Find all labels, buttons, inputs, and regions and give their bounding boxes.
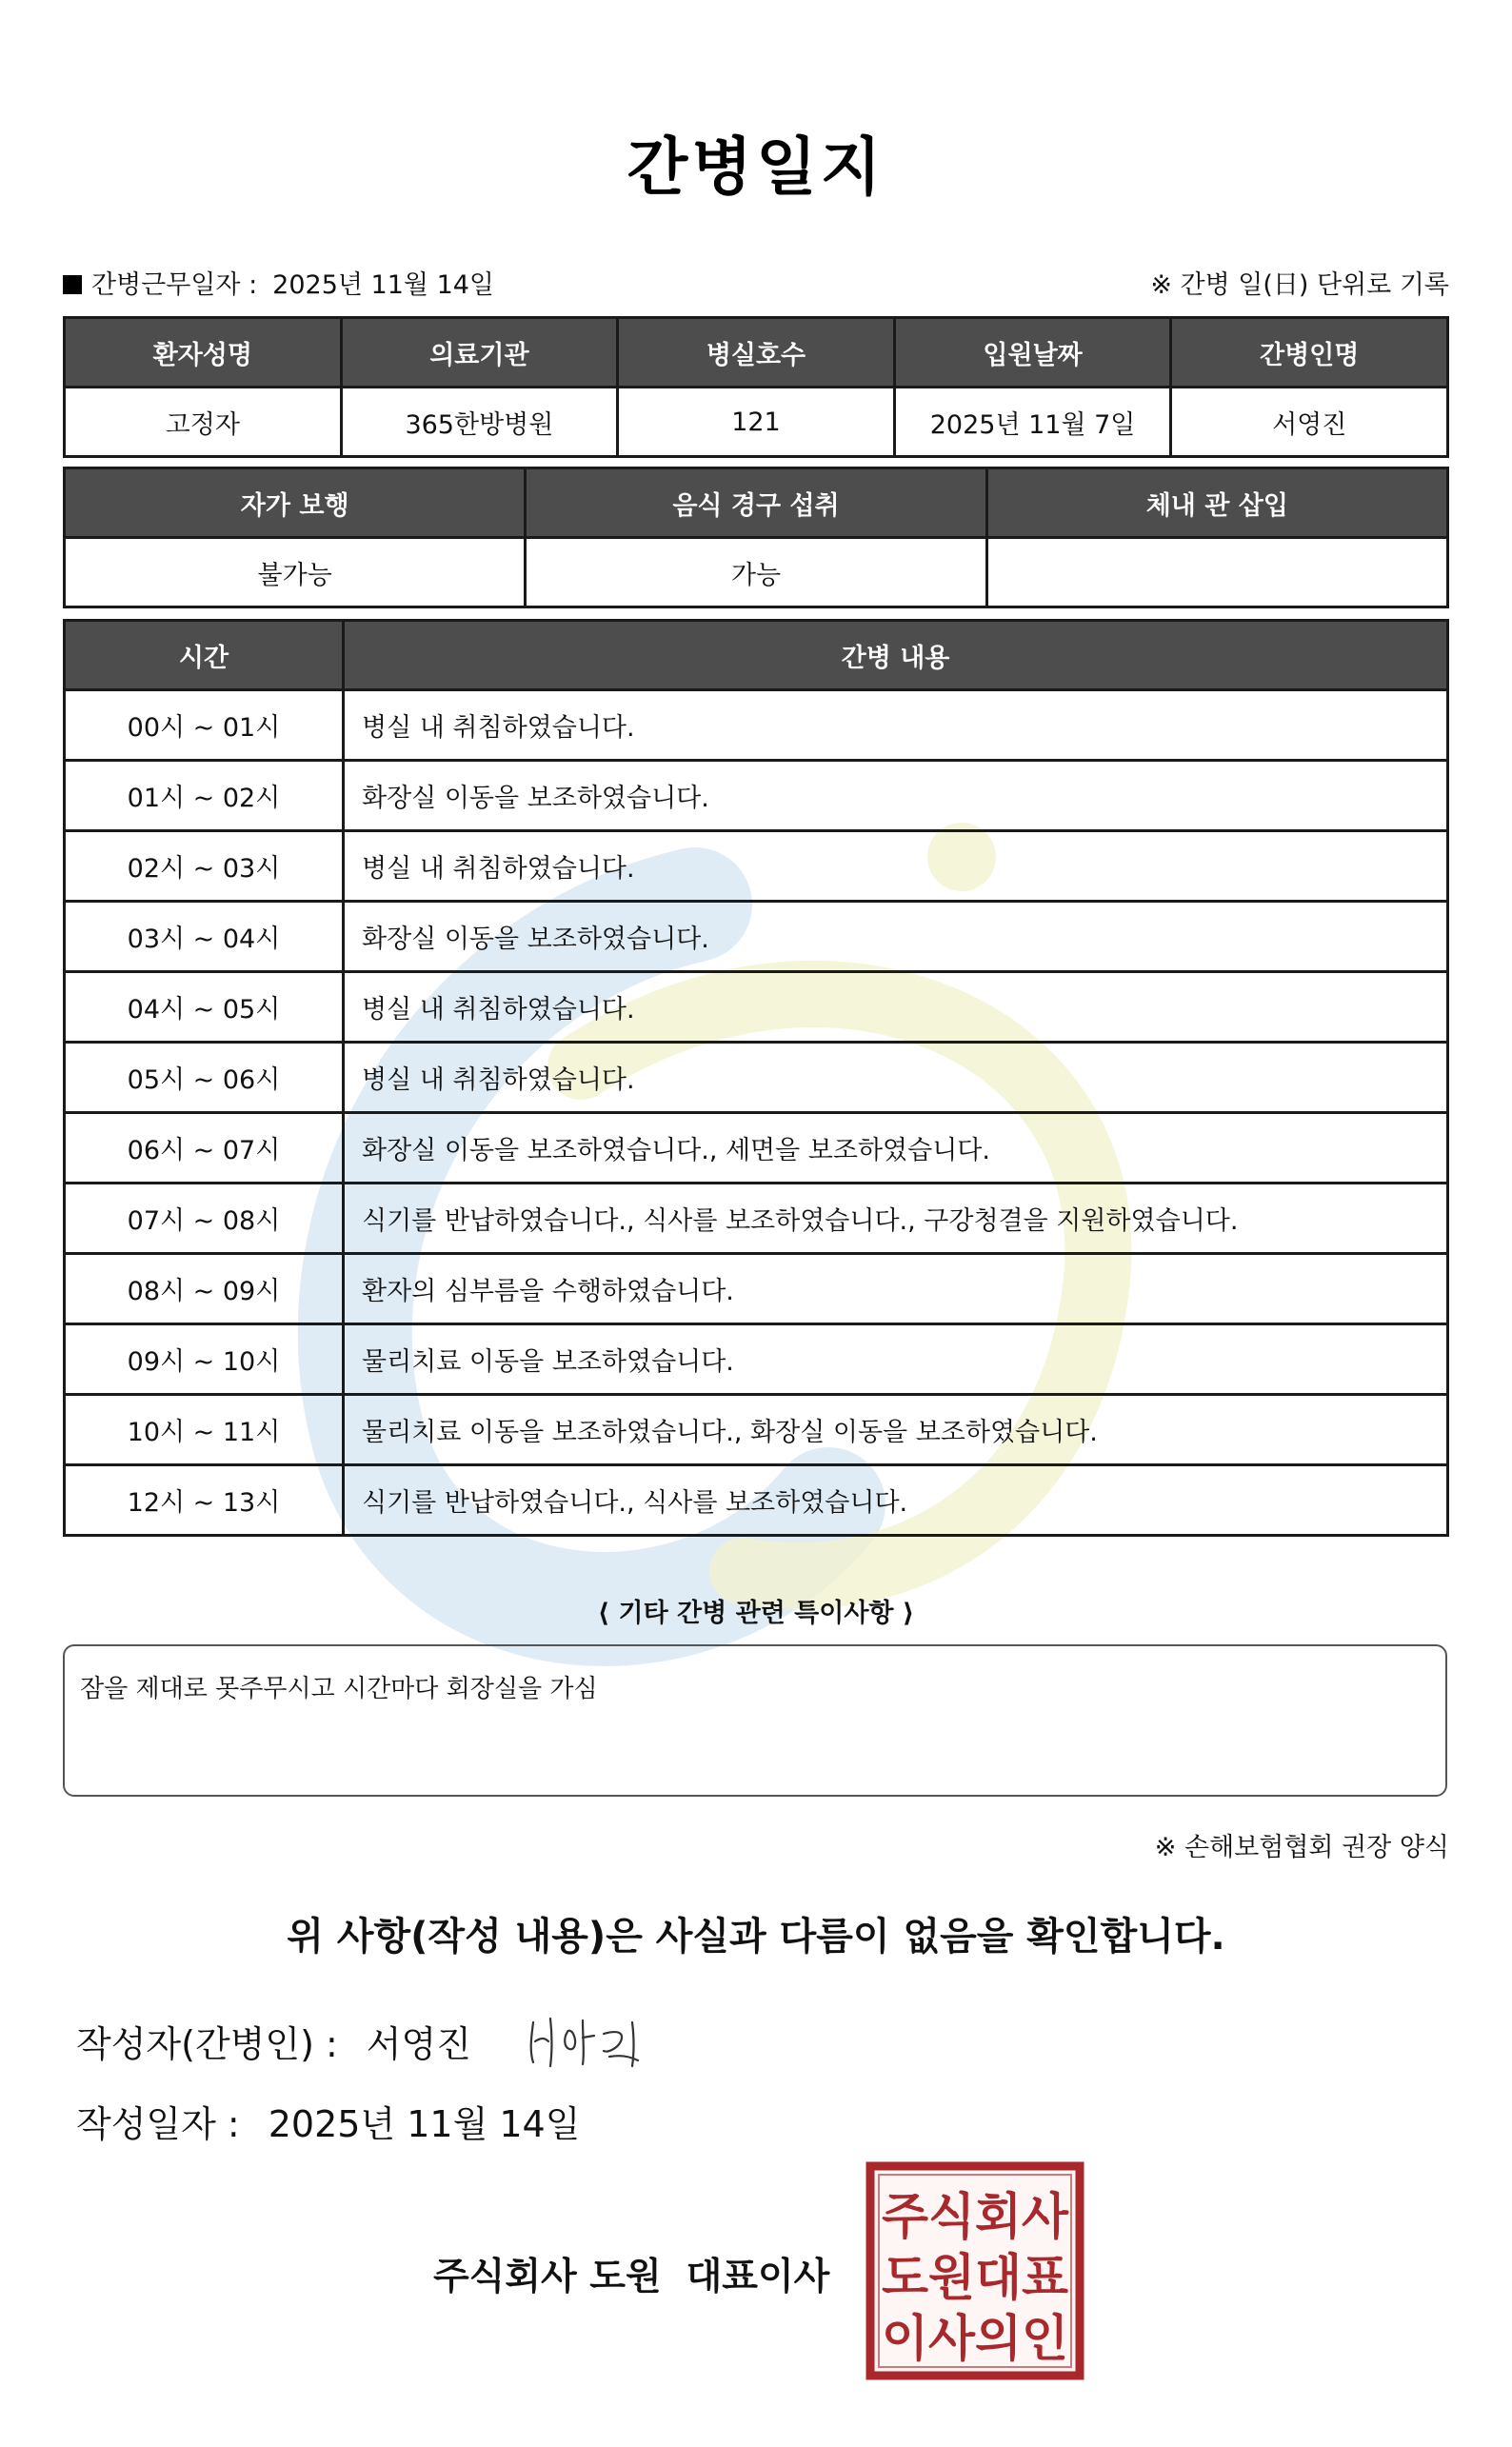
- table-row: [65, 1465, 1448, 1536]
- status-value-row: [65, 538, 1448, 607]
- square-bullet-icon: [63, 275, 82, 294]
- handwritten-signature: [526, 2009, 697, 2076]
- confirmation-statement: 위 사항(작성 내용)은 사실과 다름이 없음을 확인합니다.: [287, 1915, 1225, 1959]
- log-time: 01시 ~ 02시: [65, 761, 344, 831]
- header-oral-intake: 음식 경구 섭취: [526, 468, 986, 538]
- log-content: 환자의 심부름을 수행하였습니다.: [344, 1254, 1448, 1324]
- table-row: [65, 1324, 1448, 1395]
- table-row: [65, 831, 1448, 902]
- header-care-content: 간병 내용: [344, 621, 1448, 690]
- work-date-value: 2025년 11월 14일: [272, 270, 495, 300]
- table-row: [65, 1184, 1448, 1254]
- notes-box: [63, 1644, 1447, 1797]
- log-content: 물리치료 이동을 보조하였습니다., 화장실 이동을 보조하였습니다.: [344, 1395, 1448, 1465]
- header-self-walking: 자가 보행: [65, 468, 526, 538]
- status-header-row: [65, 468, 1448, 538]
- table-row: [65, 690, 1448, 761]
- log-content: 식기를 반납하였습니다., 식사를 보조하였습니다.: [344, 1465, 1448, 1536]
- log-time: 03시 ~ 04시: [65, 902, 344, 972]
- table-row: [65, 1395, 1448, 1465]
- company-name: 주식회사 도원: [433, 2256, 662, 2298]
- log-time: 08시 ~ 09시: [65, 1254, 344, 1324]
- written-date-line: [76, 2095, 580, 2147]
- seal-line-2: 도원대표: [882, 2250, 1068, 2307]
- caregiver-name: 서영진: [1171, 388, 1448, 457]
- writer-label: 작성자(간병인) :: [76, 2023, 338, 2065]
- notes-title: ⟨ 기타 간병 관련 특이사항 ⟩: [597, 1599, 915, 1628]
- writer-name: 서영진: [366, 2023, 471, 2065]
- writer-line: [76, 2015, 471, 2067]
- log-time: 10시 ~ 11시: [65, 1395, 344, 1465]
- company-role: 대표이사: [686, 2256, 830, 2298]
- log-content: 식기를 반납하였습니다., 식사를 보조하였습니다., 구강청결을 지원하였습니다.: [344, 1184, 1448, 1254]
- notes-text: 잠을 제대로 못주무시고 시간마다 회장실을 가심: [80, 1675, 598, 1703]
- log-time: 06시 ~ 07시: [65, 1113, 344, 1184]
- header-hospital: 의료기관: [341, 318, 618, 388]
- log-content: 병실 내 취침하였습니다.: [344, 972, 1448, 1043]
- header-time: 시간: [65, 621, 344, 690]
- tube-insertion-value: [986, 538, 1447, 607]
- table-row: [65, 972, 1448, 1043]
- company-seal-stamp: [865, 2161, 1084, 2380]
- log-content: 병실 내 취침하였습니다.: [344, 690, 1448, 761]
- log-content: 물리치료 이동을 보조하였습니다.: [344, 1324, 1448, 1395]
- written-date-value: 2025년 11월 14일: [268, 2103, 581, 2145]
- self-walking-value: 불가능: [65, 538, 526, 607]
- table-row: [65, 1043, 1448, 1113]
- care-log-header-row: [65, 621, 1448, 690]
- log-time: 00시 ~ 01시: [65, 690, 344, 761]
- seal-line-1: 주식회사: [882, 2189, 1069, 2246]
- log-content: 화장실 이동을 보조하였습니다.: [344, 761, 1448, 831]
- table-row: [65, 1254, 1448, 1324]
- log-content: 화장실 이동을 보조하였습니다., 세면을 보조하였습니다.: [344, 1113, 1448, 1184]
- written-date-label: 작성일자 :: [76, 2103, 240, 2145]
- care-log-table: [63, 619, 1449, 1537]
- log-content: 병실 내 취침하였습니다.: [344, 1043, 1448, 1113]
- page-title: 간병일지: [627, 130, 885, 204]
- log-content: 병실 내 취침하였습니다.: [344, 831, 1448, 902]
- log-time: 02시 ~ 03시: [65, 831, 344, 902]
- patient-info-header-row: [65, 318, 1448, 388]
- hospital: 365한방병원: [341, 388, 618, 457]
- patient-info-table: [63, 316, 1449, 458]
- table-row: [65, 761, 1448, 831]
- patient-status-table: [63, 467, 1449, 608]
- work-date: [63, 264, 494, 301]
- header-admission-date: 입원날짜: [894, 318, 1171, 388]
- company-signature-line: [433, 2247, 829, 2300]
- work-date-label: 간병근무일자 :: [91, 270, 258, 300]
- table-row: [65, 1113, 1448, 1184]
- table-row: [65, 902, 1448, 972]
- log-content: 화장실 이동을 보조하였습니다.: [344, 902, 1448, 972]
- log-time: 05시 ~ 06시: [65, 1043, 344, 1113]
- room-number: 121: [618, 388, 895, 457]
- oral-intake-value: 가능: [526, 538, 986, 607]
- header-tube-insertion: 체내 관 삽입: [986, 468, 1447, 538]
- header-caregiver-name: 간병인명: [1171, 318, 1448, 388]
- log-time: 12시 ~ 13시: [65, 1465, 344, 1536]
- patient-info-value-row: [65, 388, 1448, 457]
- header-patient-name: 환자성명: [65, 318, 342, 388]
- unit-note: ※ 간병 일(日) 단위로 기록: [1150, 270, 1449, 300]
- admission-date: 2025년 11월 7일: [894, 388, 1171, 457]
- form-note: ※ 손해보험협회 권장 양식: [1154, 1833, 1449, 1862]
- log-time: 07시 ~ 08시: [65, 1184, 344, 1254]
- patient-name: 고정자: [65, 388, 342, 457]
- log-time: 04시 ~ 05시: [65, 972, 344, 1043]
- header-room-number: 병실호수: [618, 318, 895, 388]
- seal-line-3: 이사의인: [882, 2311, 1068, 2368]
- log-time: 09시 ~ 10시: [65, 1324, 344, 1395]
